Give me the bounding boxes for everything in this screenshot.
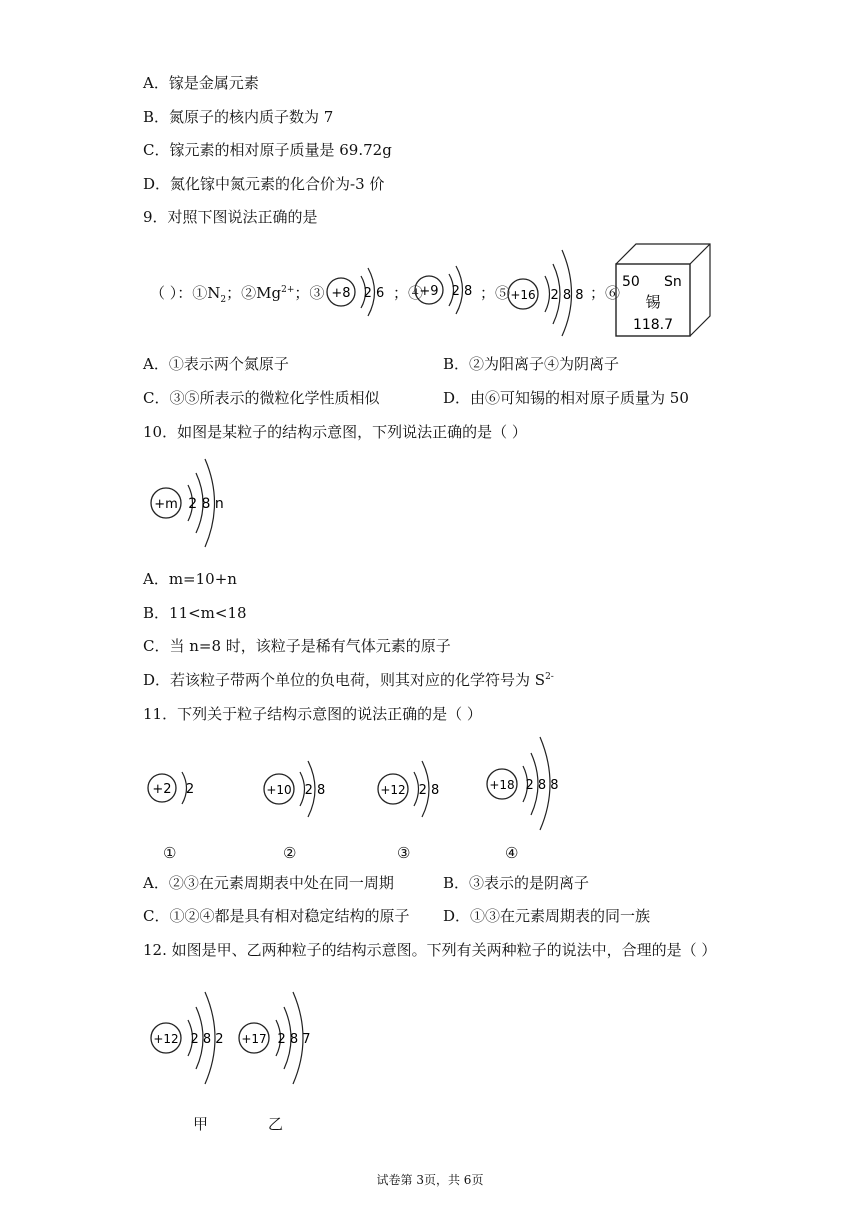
q9-diagram-3 xyxy=(326,258,390,322)
q9-stem: 9．对照下图说法正确的是 xyxy=(143,208,318,226)
q12-label-yi: 乙 xyxy=(268,1115,284,1133)
q12-diagram-jia xyxy=(148,988,240,1088)
q10-diagram xyxy=(148,455,238,551)
q10-stem xyxy=(143,422,527,442)
svg-text:2 8: 2 8 xyxy=(451,284,473,299)
q12-label-jia: 甲 xyxy=(193,1115,209,1133)
svg-text:+12: +12 xyxy=(153,1032,179,1046)
svg-text:2 8 2: 2 8 2 xyxy=(190,1032,224,1047)
q9-item3-marker: ；③ xyxy=(294,284,325,302)
q9-paren: （ ） xyxy=(150,284,178,302)
q10-option-d xyxy=(143,670,554,690)
q9-item1: ：①N xyxy=(177,284,221,302)
q11-stem-text: 11．下列关于粒子结构示意图的说法正确的是 xyxy=(143,705,448,723)
shell-electrons: 2 6 xyxy=(363,286,385,301)
svg-text:+2: +2 xyxy=(152,782,172,797)
tin-mass: 118.7 xyxy=(632,317,674,333)
svg-text:+9: +9 xyxy=(419,284,439,299)
tin-symbol: Sn xyxy=(664,274,682,290)
q11-label-2: ② xyxy=(283,844,297,862)
tin-atomic-number: 50 xyxy=(622,274,640,290)
q8-option-a: A．镓是金属元素 xyxy=(143,74,259,92)
q9-items-line xyxy=(150,283,324,303)
svg-text:2: 2 xyxy=(185,782,195,797)
nucleus-charge: +8 xyxy=(331,286,351,301)
q12-paren: （ ） xyxy=(681,941,717,959)
q10-option-d-sup: 2- xyxy=(545,672,554,682)
q9-diagram-4 xyxy=(412,258,476,322)
q10-option-b: B．11<m<18 xyxy=(143,604,247,622)
svg-text:+17: +17 xyxy=(241,1032,267,1046)
q11-diagram-1 xyxy=(146,766,206,812)
q9-item4-marker: ；④ xyxy=(393,284,424,302)
q9-item1-sub: 2 xyxy=(220,295,227,305)
svg-text:2 8: 2 8 xyxy=(418,783,440,798)
q11-option-b: B．③表示的是阴离子 xyxy=(443,874,590,892)
q10-option-d-text: D．若该粒子带两个单位的负电荷，则其对应的化学符号为 S xyxy=(143,671,546,689)
q11-label-3: ③ xyxy=(397,844,411,862)
svg-text:2 8 7: 2 8 7 xyxy=(277,1032,311,1047)
q11-label-4: ④ xyxy=(505,844,519,862)
q11-option-a: A．②③在元素周期表中处在同一周期 xyxy=(143,874,394,892)
q9-item2: ；②Mg xyxy=(226,284,282,302)
q11-diagram-3 xyxy=(376,756,448,822)
q8-option-c: C．镓元素的相对原子质量是 69.72g xyxy=(143,141,392,159)
svg-text:+18: +18 xyxy=(489,778,515,792)
q11-diagram-2 xyxy=(262,756,334,822)
page-footer: 试卷第 3页，共 6页 xyxy=(376,1173,484,1187)
q9-option-d: D．由⑥可知锡的相对原子质量为 50 xyxy=(443,389,689,407)
q9-item5-marker: ；⑤ xyxy=(480,284,511,302)
q11-option-c: C．①②④都是具有相对稳定结构的原子 xyxy=(143,907,410,925)
q9-option-a: A．①表示两个氮原子 xyxy=(143,355,289,373)
svg-text:+16: +16 xyxy=(510,288,536,302)
q10-option-c: C．当 n=8 时，该粒子是稀有气体元素的原子 xyxy=(143,637,451,655)
q9-diagram-5 xyxy=(505,238,595,338)
tin-name: 锡 xyxy=(645,293,661,311)
q9-option-c: C．③⑤所表示的微粒化学性质相似 xyxy=(143,389,380,407)
q9-option-b: B．②为阳离子④为阴离子 xyxy=(443,355,620,373)
q11-option-d: D．①③在元素周期表的同一族 xyxy=(443,907,651,925)
q11-label-1: ① xyxy=(163,844,177,862)
q11-paren: （ ） xyxy=(447,705,482,723)
q9-item6-marker: ；⑥ xyxy=(590,284,621,302)
svg-text:+m: +m xyxy=(154,497,178,512)
q12-stem xyxy=(143,940,716,960)
q9-item2-sup: 2+ xyxy=(281,285,295,295)
q10-paren: （ ） xyxy=(492,423,527,441)
svg-text:2 8 8: 2 8 8 xyxy=(525,778,559,793)
svg-text:2 8: 2 8 xyxy=(304,783,326,798)
svg-text:+10: +10 xyxy=(266,783,292,797)
q10-stem-text: 10．如图是某粒子的结构示意图，下列说法正确的是 xyxy=(143,423,493,441)
q11-diagram-4 xyxy=(483,733,573,833)
svg-text:2 8 n: 2 8 n xyxy=(188,496,224,512)
svg-text:2 8 8: 2 8 8 xyxy=(550,288,584,303)
q8-option-d: D．氮化镓中氮元素的化合价为-3 价 xyxy=(143,175,385,193)
q12-stem-text: 12. 如图是甲、乙两种粒子的结构示意图。下列有关两种粒子的说法中，合理的是 xyxy=(143,941,682,959)
tin-element-card xyxy=(612,240,714,340)
svg-text:+12: +12 xyxy=(380,783,406,797)
q8-option-b: B．氮原子的核内质子数为 7 xyxy=(143,108,334,126)
q11-stem xyxy=(143,704,482,724)
q12-diagram-yi xyxy=(236,988,328,1088)
q10-option-a: A．m=10+n xyxy=(143,570,237,588)
